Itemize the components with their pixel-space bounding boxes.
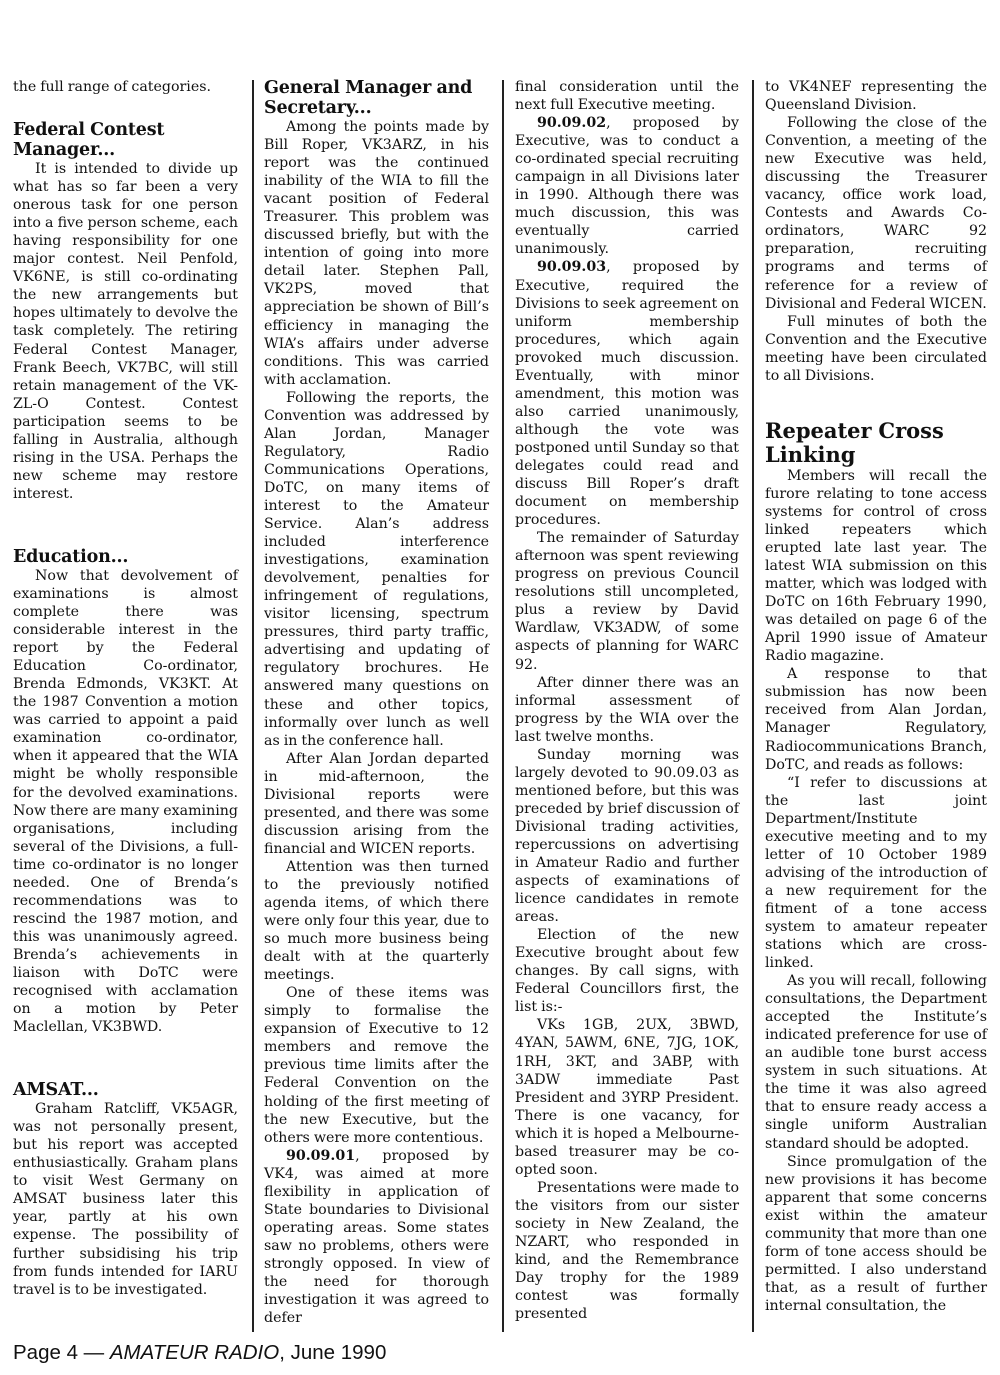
column-rule — [502, 80, 504, 1332]
column-4 — [765, 78, 987, 1315]
footer-page-number: Page 4 — — [13, 1341, 110, 1364]
motion-text: , proposed by Executive, was to conduct a co-ordinated special recruiting campaign in all Divisions later in 1990. Although there was much discussion, this was eventually carried unanimously. — [515, 115, 739, 258]
motion-number: 90.09.02 — [537, 115, 607, 132]
paragraph: Following the close of the Convention, a meeting of the new Executive was held, discussing the Treasurer vacancy, office work load, Contests and Awards Co-ordinators, WARC 92 preparation, recruiting programs and terms of reference for a review of Divisional and Federal WICEN. — [765, 115, 987, 312]
paragraph: Graham Ratcliff, VK5AGR, was not personally present, but his report was accepted enthusiastically. Graham plans to visit West Germany on AMSAT business later this year, partly at his own expense. The possibility of further subsidising his trip from funds intended for IARU travel is to be investigated. — [13, 1101, 238, 1298]
section-heading: AMSAT... — [13, 1080, 99, 1101]
paragraph: Election of the new Executive brought about few changes. By call signs, with Federal Councillors first, the list is:- — [515, 927, 739, 1016]
paragraph: final consideration until the next full Executive meeting. — [515, 79, 739, 114]
footer-magazine-title: AMATEUR RADIO — [109, 1341, 280, 1364]
paragraph: Among the points made by Bill Roper, VK3ARZ, in his report was the continued inability of the WIA to fill the vacant position of Federal Treasurer. This problem was discussed briefly, but with the intention of going into more detail later. Stephen Pall, VK2PS, moved that appreciation be shown of Bill’s efficiency in managing the WIA’s affairs under adverse conditions. This was carried with acclamation. — [264, 119, 489, 388]
paragraph: After dinner there was an informal assessment of progress by the WIA over the last twelve months. — [515, 674, 739, 745]
page-footer — [13, 1341, 386, 1365]
motion-number: 90.09.03 — [537, 259, 607, 276]
paragraph: Presentations were made to the visitors from our sister society in New Zealand, the NZART, who responded in kind, and the Remembrance Day trophy for the 1989 contest was formally presented — [515, 1179, 739, 1323]
paragraph: Attention was then turned to the previously notified agenda items, of which there were only four this year, due to so much more business being dealt with at the quarterly meetings. — [264, 858, 489, 984]
paragraph: It is intended to divide up what has so far been a very onerous task for one person into a five person scheme, each having responsibility for one major contest. Neil Penfold, VK6NE, is still co-ordinating the new arrangements but hopes ultimately to devolve the task completely. The retiring Federal Contest Manager, Frank Beech, VK7BC, will still retain management of the VK-ZL-O Contest. Contest participation seems to be falling in Australia, although rising in the USA. Perhaps the new scheme may restore interest. — [13, 161, 238, 502]
paragraph: VKs 1GB, 2UX, 3BWD, 4YAN, 5AWM, 6NE, 7JG, 1OK, 1RH, 3KT, and 3ABP, with 3ADW immediate Past President and 3YRP President. There is one vacancy, for which it is hoped a Melbourne-based treasurer may be co-opted soon. — [515, 1017, 739, 1178]
paragraph: Sunday morning was largely devoted to 90.09.03 as mentioned before, but this was preceded by brief discussion of Divisional trading activities, repercussions on advertising in Amateur Radio and further aspects of examinations of licence candidates in remote areas. — [515, 746, 739, 926]
section-heading: Education... — [13, 546, 129, 567]
paragraph: The remainder of Saturday afternoon was spent reviewing progress on previous Council resolutions still uncompleted, plus a review by David Wardlaw, VK3ADW, of some aspects of planning for WARC 92. — [515, 530, 739, 673]
quote-paragraph: As you will recall, following consultations, the Department accepted the Institute’s indicated preference for use of an audible tone burst access system in such situations. At the time it was also agreed that to ensure ready access a single uniform Australian standard should be adopted. — [765, 973, 987, 1152]
article-heading: Repeater Cross Linking — [765, 417, 944, 467]
column-1 — [13, 78, 238, 1299]
quote-paragraph: Since promulgation of the new provisions it has become apparent that some concerns exist within the amateur community that more than one form of tone access should be permitted. I also understand that, as a result of further internal consultation, the — [765, 1153, 987, 1314]
paragraph: Now that devolvement of examinations is almost complete there was considerable interest in the report by the Federal Education Co-ordinator, Brenda Edmonds, VK3KT. At the 1987 Convention a motion was carried to appoint a paid examination co-ordinator, when it appeared that the WIA might be wholly responsible for the devolved examinations. Now there are many examining organisations, including several of the Divisions, a full-time co-ordinator is no longer needed. One of Brenda’s recommendations was to rescind the 1987 motion, and this was unanimously agreed. Brenda’s achievements in liaison with DoTC were recognised with acclamation on a motion by Peter Maclellan, VK3BWD. — [13, 567, 238, 1036]
column-3 — [515, 78, 739, 1323]
paragraph: After Alan Jordan departed in mid-afternoon, the Divisional reports were presented, and there was some discussion arising from the financial and WICEN reports. — [264, 750, 489, 857]
motion-paragraph — [515, 114, 739, 258]
quote-paragraph: “I refer to discussions at the last joint Department/Institute executive meeting and to my letter of 10 October 1989 advising of the introduction of a new requirement for the fitment of a tone access system to amateur repeater stations which are cross-linked. — [765, 774, 987, 972]
column-rule — [252, 80, 254, 1332]
column-2 — [264, 78, 489, 1327]
section-heading: General Manager and Secretary... — [264, 78, 473, 118]
paragraph: Full minutes of both the Convention and the Executive meeting have been circulated to all Divisions. — [765, 313, 987, 384]
motion-number: 90.09.01 — [286, 1147, 356, 1164]
paragraph: A response to that submission has now been received from Alan Jordan, Manager Regulatory, Radiocommunications Branch, DoTC, and reads as follows: — [765, 666, 987, 773]
paragraph: the full range of categories. — [13, 79, 212, 95]
motion-paragraph — [264, 1147, 489, 1327]
paragraph: Following the reports, the Convention was addressed by Alan Jordan, Manager Regulatory, Radio Communications Operations, DoTC, on many items of interest to the Amateur Service. Alan’s address included interference investigations, examination devolvement, penalties for infringement of regulations, visitor licensing, spectrum pressures, third party traffic, advertising and updating of regulatory brochures. He answered many questions on these and other topics, informally over lunch as well as in the conference hall. — [264, 389, 489, 749]
motion-text: , proposed by Executive, required the Divisions to seek agreement on uniform membership procedures, which again provoked much discussion. Eventually, with minor amendment, this motion was also carried unanimously, although the vote was postponed until Sunday so that delegates could read and discuss Bill Roper’s draft document on membership procedures. — [515, 259, 739, 529]
footer-issue-date: , June 1990 — [279, 1341, 387, 1364]
paragraph: to VK4NEF representing the Queensland Division. — [765, 79, 987, 114]
motion-paragraph — [515, 258, 739, 529]
paragraph: One of these items was simply to formalise the expansion of Executive to 12 members and remove the previous time limits after the Federal Convention on the holding of the first meeting of the new Executive, but the others were more contentious. — [264, 985, 489, 1146]
motion-text: , proposed by VK4, was aimed at more flexibility in application of State boundaries to Divisional operating areas. Some states saw no problems, others were strongly opposed. In view of the need for thorough investigation it was agreed to defer — [264, 1147, 489, 1327]
section-heading: Federal Contest Manager... — [13, 120, 165, 161]
column-rule — [752, 80, 754, 1332]
paragraph: Members will recall the furore relating to tone access systems for control of cross linked repeaters which erupted late last year. The latest WIA submission on this matter, which was lodged with DoTC on 16th February 1990, was detailed on page 6 of the April 1990 issue of Amateur Radio magazine. — [765, 467, 987, 665]
